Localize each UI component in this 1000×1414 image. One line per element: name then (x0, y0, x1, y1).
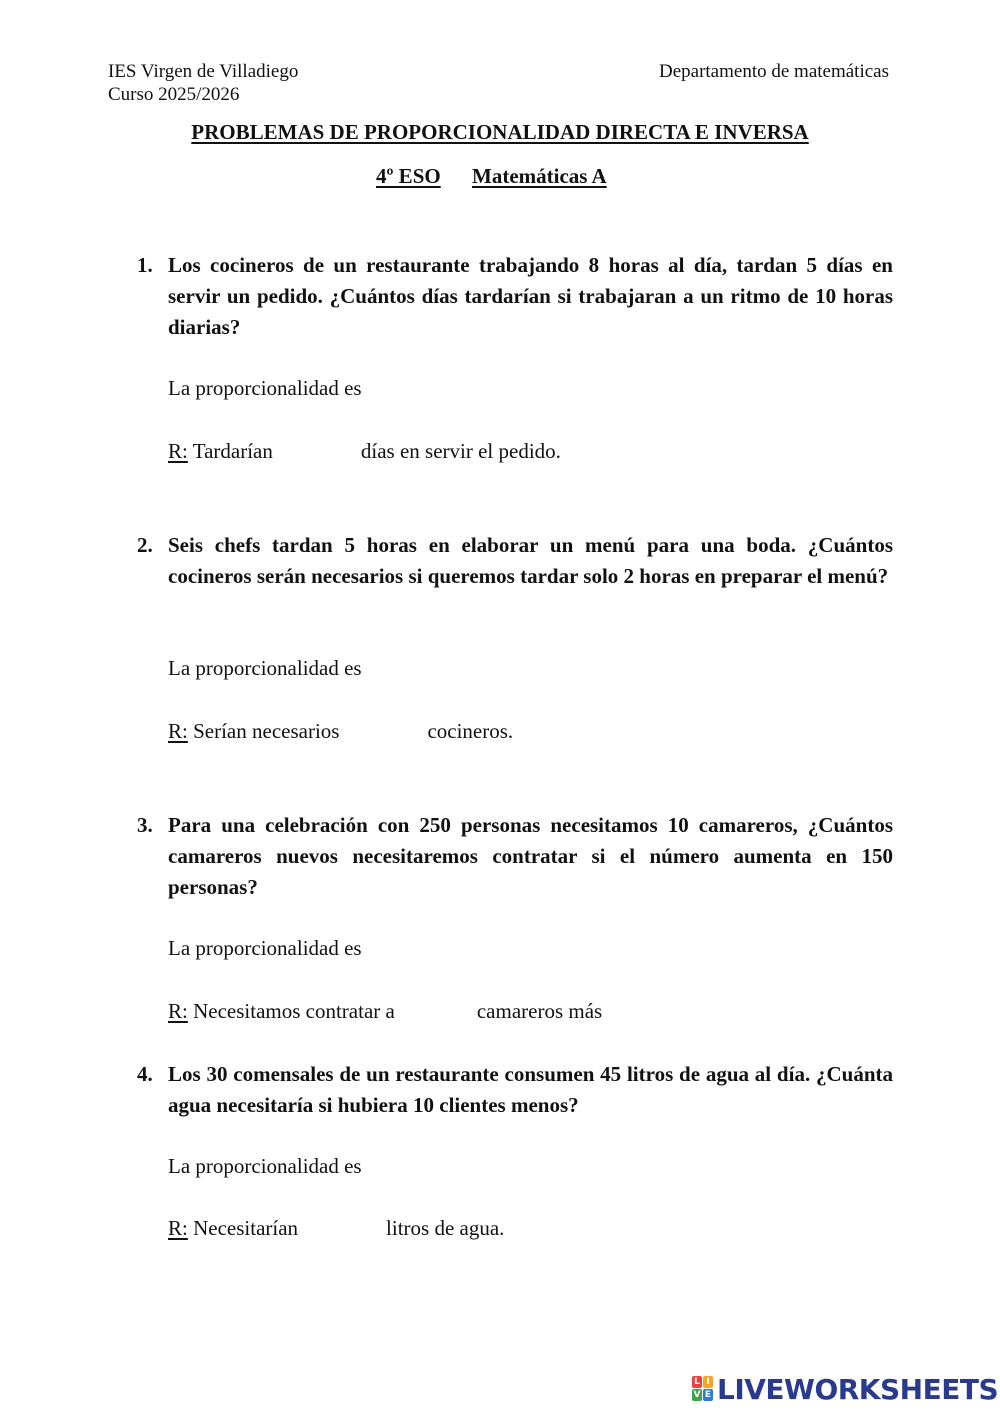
answer-label: R: (168, 719, 188, 743)
school-name: IES Virgen de Villadiego (108, 61, 299, 82)
problem-3-text: Para una celebración con 250 personas necesitamos 10 camareros, ¿Cuántos camareros nuevos necesitaremos contratar si el número aumenta en 150 personas? (168, 813, 893, 899)
liveworksheets-logo-icon (692, 1376, 714, 1402)
problem-2-proportionality: La proporcionalidad es (168, 656, 362, 680)
answer-after: días en servir el pedido. (360, 439, 561, 463)
problem-1-number: 1. (137, 253, 153, 277)
problem-3-number: 3. (137, 813, 153, 837)
liveworksheets-watermark (692, 1374, 998, 1404)
problem-1-answer (168, 437, 561, 465)
problem-4-proportionality: La proporcionalidad es (168, 1154, 362, 1178)
logo-cell: E (704, 1390, 712, 1400)
problem-4-text: Los 30 comensales de un restaurante consumen 45 litros de agua al día. ¿Cuánta agua necesitaría si hubiera 10 clientes menos? (168, 1062, 893, 1117)
problem-2-number: 2. (137, 533, 153, 557)
problem-2-answer (168, 717, 513, 745)
problem-3-proportionality: La proporcionalidad es (168, 936, 362, 960)
problem-4-answer (168, 1214, 504, 1242)
level-label: 4º ESO (376, 164, 441, 188)
page-title: PROBLEMAS DE PROPORCIONALIDAD DIRECTA E INVERSA (191, 120, 809, 144)
answer-after: cocineros. (427, 719, 514, 743)
department-name: Departamento de matemáticas (658, 61, 889, 82)
course-year: Curso 2025/2026 (108, 84, 240, 105)
subject-label: Matemáticas A (472, 164, 607, 188)
answer-before: Serían necesarios (193, 719, 340, 743)
answer-before: Necesitamos contratar a (193, 999, 395, 1023)
logo-cell: V (693, 1390, 701, 1400)
logo-cell: L (692, 1376, 702, 1388)
logo-cell: I (703, 1376, 713, 1388)
answer-after: camareros más (476, 999, 603, 1023)
answer-label: R: (168, 1216, 188, 1240)
problem-4-number: 4. (137, 1062, 153, 1086)
problem-1-text: Los cocineros de un restaurante trabajando 8 horas al día, tardan 5 días en servir un pedido. ¿Cuántos días tardarían si trabajaran a un ritmo de 10 horas diarias? (168, 253, 893, 339)
problem-3-answer (168, 997, 602, 1025)
answer-before: Necesitarían (193, 1216, 299, 1240)
answer-label: R: (168, 999, 188, 1023)
problem-2-text: Seis chefs tardan 5 horas en elaborar un menú para una boda. ¿Cuántos cocineros serán necesarios si queremos tardar solo 2 horas en preparar el menú? (168, 533, 893, 588)
answer-before: Tardarían (192, 439, 273, 463)
answer-label: R: (168, 439, 188, 463)
answer-after: litros de agua. (386, 1216, 505, 1240)
watermark-text: LIVEWORKSHEETS (717, 1372, 999, 1406)
problem-1-proportionality: La proporcionalidad es (168, 376, 362, 400)
